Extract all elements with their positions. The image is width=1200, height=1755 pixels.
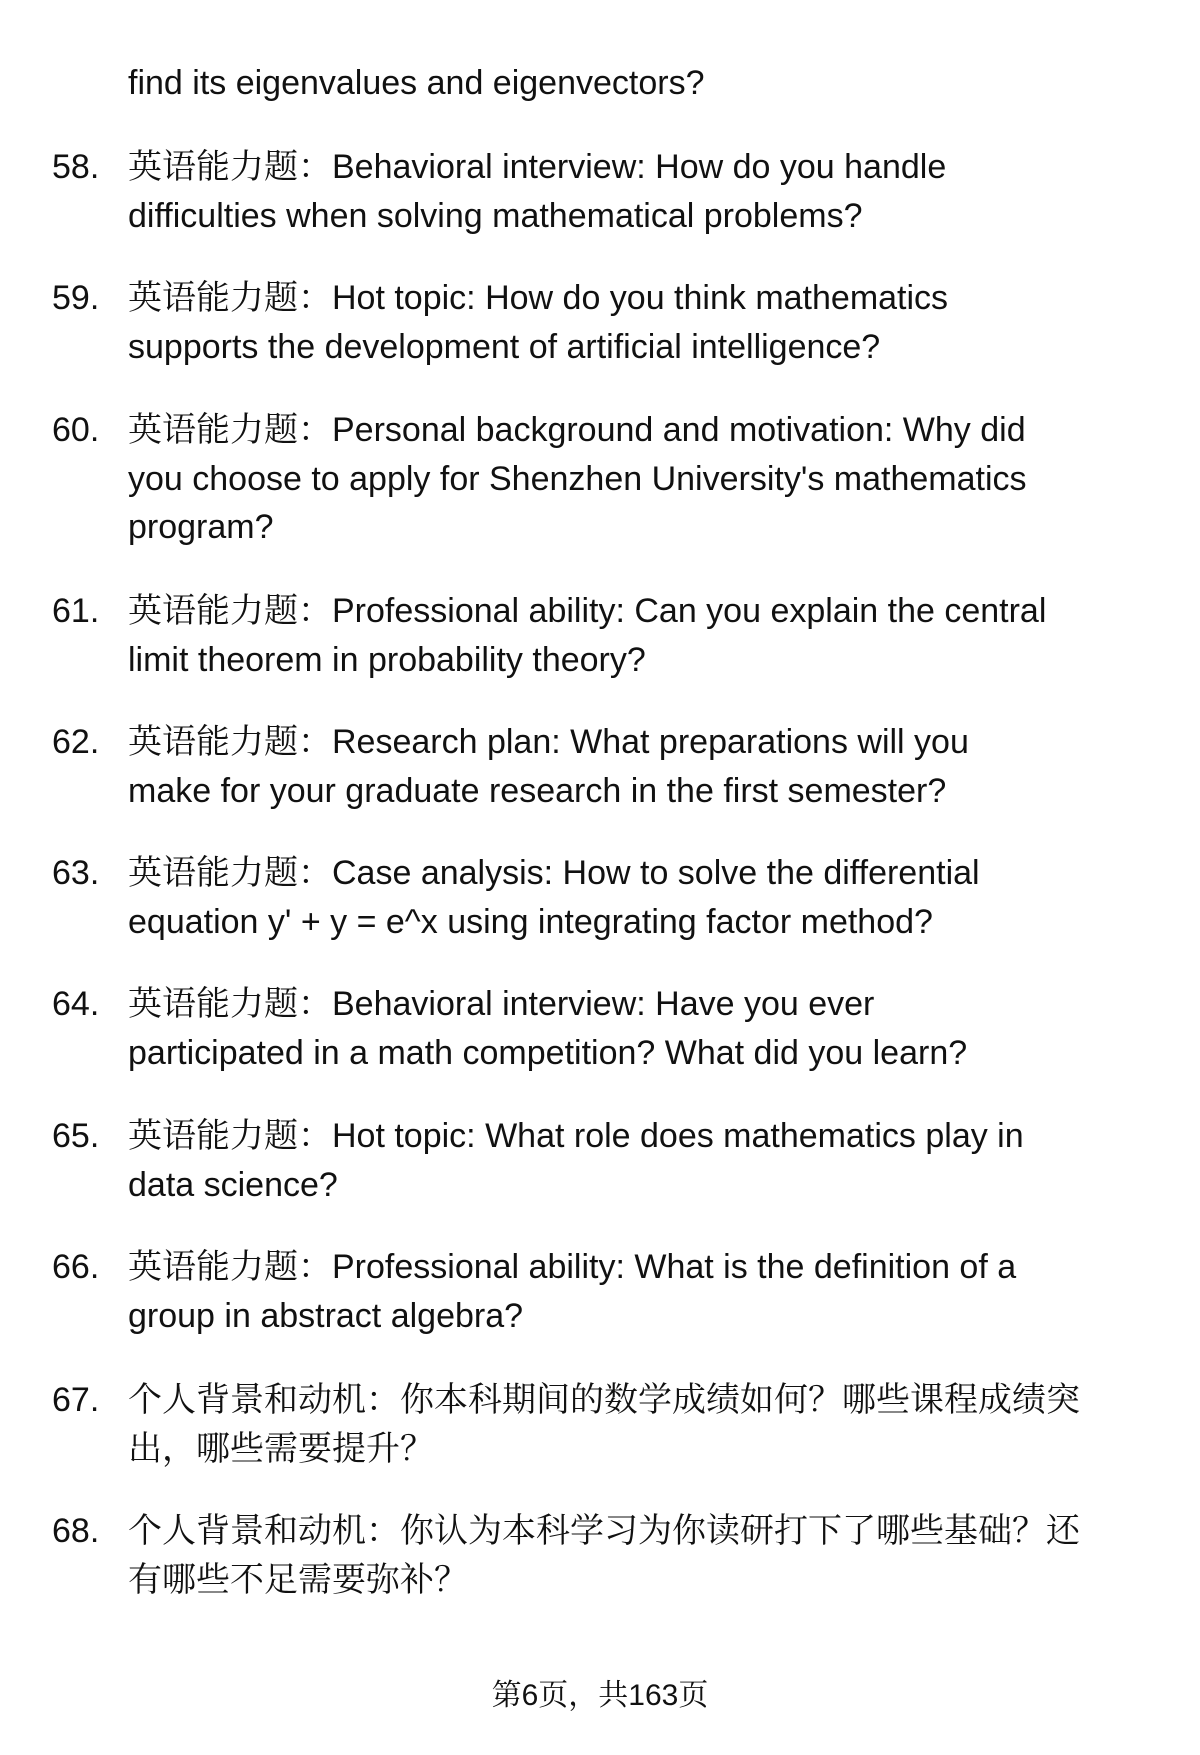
question-text-line: 英语能力题：Research plan: What preparations will you bbox=[128, 723, 969, 761]
page-footer: 第6页，共163页 bbox=[491, 1679, 709, 1712]
question-text-line: supports the development of artificial intelligence? bbox=[128, 327, 881, 366]
question-number: 61. bbox=[52, 592, 100, 630]
question-text-line: data science? bbox=[128, 1165, 338, 1204]
question-number: 63. bbox=[52, 854, 100, 892]
question-text-line: program? bbox=[128, 508, 274, 546]
question-text-line: 英语能力题：Professional ability: Can you explain the central bbox=[128, 592, 1047, 630]
question-text-line: limit theorem in probability theory? bbox=[128, 640, 646, 679]
question-number: 60. bbox=[52, 411, 100, 449]
question-number: 65. bbox=[52, 1117, 100, 1155]
question-number: 66. bbox=[52, 1248, 100, 1286]
question-text-line: 英语能力题：Behavioral interview: Have you ever bbox=[128, 985, 875, 1023]
question-text-line: you choose to apply for Shenzhen University's mathematics bbox=[128, 459, 1027, 498]
question-number: 67. bbox=[52, 1381, 100, 1419]
question-text-line: 英语能力题：Personal background and motivation: Why did bbox=[128, 411, 1026, 449]
question-text-line: 英语能力题：Behavioral interview: How do you handle bbox=[128, 148, 947, 186]
question-text-line: 英语能力题：Hot topic: What role does mathematics play in bbox=[128, 1117, 1024, 1155]
question-text-line: equation y' + y = e^x using integrating factor method? bbox=[128, 902, 933, 941]
question-number: 59. bbox=[52, 279, 100, 317]
continuation-line: find its eigenvalues and eigenvectors? bbox=[128, 64, 705, 102]
question-text-line: make for your graduate research in the first semester? bbox=[128, 771, 947, 810]
question-text-line: participated in a math competition? What did you learn? bbox=[128, 1033, 968, 1072]
question-number: 64. bbox=[52, 985, 100, 1023]
question-text-line: difficulties when solving mathematical problems? bbox=[128, 196, 863, 235]
question-text-line: 英语能力题：Professional ability: What is the definition of a bbox=[128, 1248, 1017, 1286]
question-text-line: 英语能力题：Case analysis: How to solve the differential bbox=[128, 854, 980, 892]
question-text-line: 个人背景和动机：你本科期间的数学成绩如何？哪些课程成绩突 bbox=[128, 1381, 1080, 1419]
question-number: 58. bbox=[52, 148, 100, 186]
question-text-line: 个人背景和动机：你认为本科学习为你读研打下了哪些基础？还 bbox=[128, 1512, 1080, 1550]
question-text-line: 有哪些不足需要弥补？ bbox=[128, 1560, 468, 1599]
question-text-line: group in abstract algebra? bbox=[128, 1296, 524, 1335]
question-text-line: 英语能力题：Hot topic: How do you think mathematics bbox=[128, 279, 949, 317]
question-number: 68. bbox=[52, 1512, 100, 1550]
question-text-line: 出，哪些需要提升？ bbox=[128, 1429, 434, 1468]
question-number: 62. bbox=[52, 723, 100, 761]
